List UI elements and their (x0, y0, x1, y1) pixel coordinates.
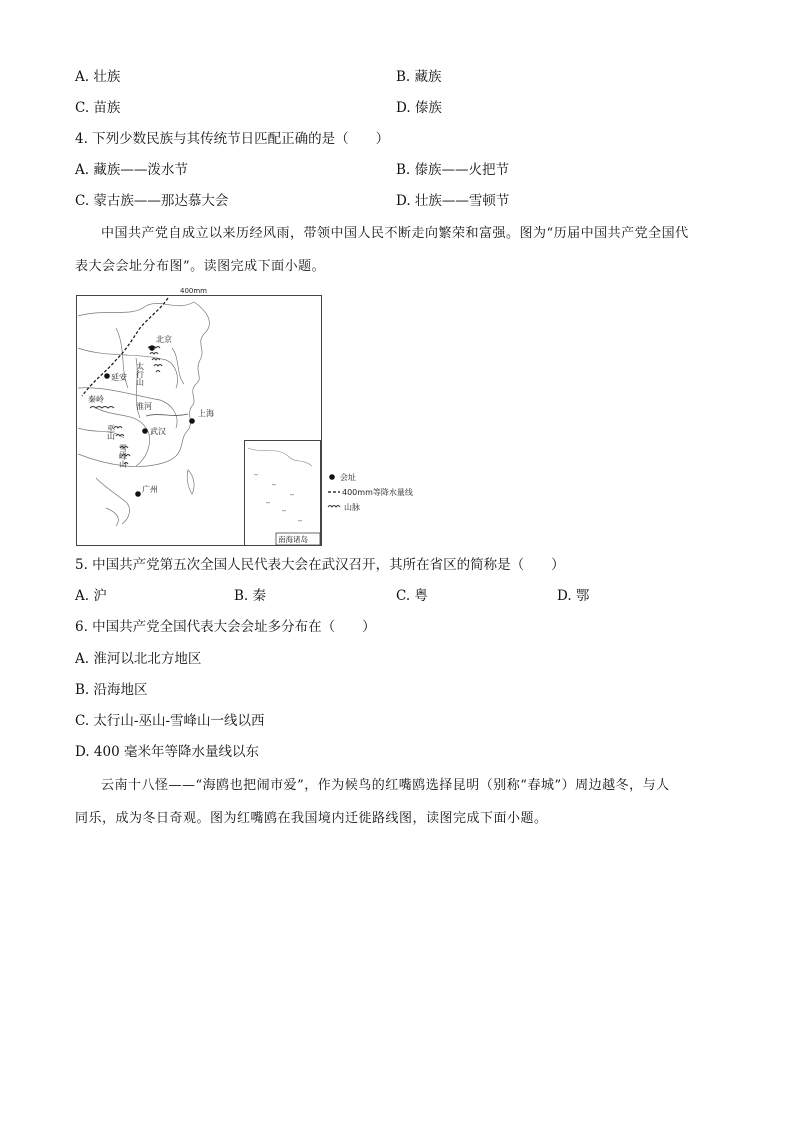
q5-stem: 5. 中国共产党第五次全国人民代表大会在武汉召开，其所在省区的简称是（ ） (75, 557, 565, 573)
south-china-sea-inset (245, 441, 321, 546)
taihang-label: 太行山 (135, 362, 145, 386)
guangzhou-site-dot (135, 491, 141, 497)
passage-2-line-1: 云南十八怪——“海鸥也把闹市爱”，作为候鸟的红嘴鸥选择昆明（别称“春城”）周边越冬，与人 (101, 778, 670, 793)
q5-option-a: A. 沪 (75, 588, 107, 604)
wuhan-label: 武汉 (150, 427, 166, 436)
q4-option-d: D. 壮族——雪顿节 (396, 193, 510, 209)
huaihe-river (146, 414, 188, 416)
q6-option-c: C. 太行山-巫山-雪峰山一线以西 (75, 713, 265, 729)
xuefeng-label: 雪峰山 (118, 444, 128, 468)
qinling-label: 秦岭 (88, 395, 104, 404)
q4-stem: 4. 下列少数民族与其传统节日匹配正确的是（ ） (75, 131, 390, 147)
taihang-mountain-mark (148, 347, 162, 373)
q3-option-d: D. 傣族 (396, 100, 442, 116)
beijing-site-dot (149, 345, 155, 351)
party-congress-site-map (76, 288, 322, 546)
shanghai-label: 上海 (198, 409, 214, 418)
map-legend (326, 469, 436, 533)
legend-site-label: 会址 (340, 473, 356, 482)
q3-option-c: C. 苗族 (75, 100, 121, 116)
legend-mountain-symbol (328, 506, 340, 508)
passage-1 (75, 217, 715, 283)
legend-site-symbol (329, 474, 335, 480)
passage-1-line-2: 表大会会址分布图”。读图完成下面小题。 (75, 259, 326, 274)
q5-option-c: C. 粤 (396, 588, 428, 604)
q3-option-a: A. 壮族 (75, 69, 121, 85)
q4-option-c: C. 蒙古族——那达慕大会 (75, 193, 229, 209)
guangzhou-label: 广州 (142, 485, 158, 494)
legend-isohyet-label: 400mm等降水量线 (342, 488, 413, 497)
yanan-label: 延安 (111, 373, 127, 382)
q3-option-b: B. 藏族 (396, 69, 442, 85)
wuhan-site-dot (142, 428, 148, 434)
qinling-mountain-mark (90, 407, 114, 409)
wushan-mountain-mark (114, 427, 124, 437)
q6-option-d: D. 400 毫米年等降水量线以东 (75, 744, 259, 760)
map-top-label: 400mm (180, 288, 207, 295)
huaihe-label: 淮河 (136, 402, 152, 411)
q6-option-b: B. 沿海地区 (75, 682, 148, 698)
beijing-label: 北京 (156, 335, 172, 344)
legend-mountain-label: 山脉 (344, 503, 360, 512)
q6-stem: 6. 中国共产党全国代表大会会址多分布在（ ） (75, 619, 376, 635)
shanghai-site-dot (189, 418, 195, 424)
passage-2 (75, 769, 715, 835)
passage-2-line-2: 同乐，成为冬日奇观。图为红嘴鸥在我国境内迁徙路线图，读图完成下面小题。 (75, 811, 548, 826)
q4-option-b: B. 傣族——火把节 (396, 162, 510, 178)
q5-option-b: B. 秦 (234, 588, 267, 604)
inset-label: 南海诸岛 (278, 535, 308, 544)
q5-option-d: D. 鄂 (557, 588, 590, 604)
passage-1-line-1: 中国共产党自成立以来历经风雨，带领中国人民不断走向繁荣和富强。图为“历届中国共产党全国代 (101, 226, 689, 241)
wushan-label: 巫山 (106, 424, 116, 440)
q4-option-a: A. 藏族——泼水节 (75, 162, 188, 178)
yanan-site-dot (104, 373, 110, 379)
q6-option-a: A. 淮河以北北方地区 (75, 651, 202, 667)
